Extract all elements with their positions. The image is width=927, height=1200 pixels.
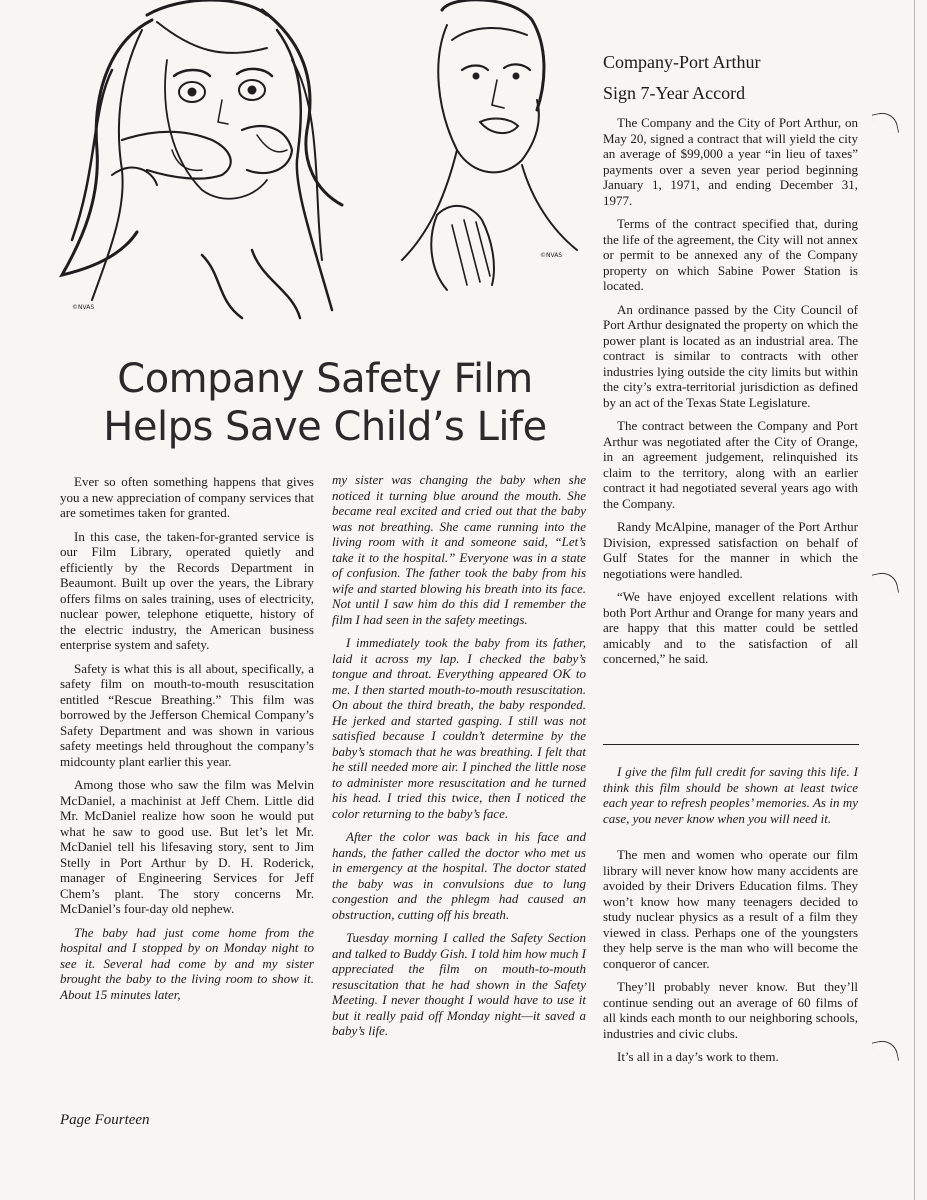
column-divider-rule xyxy=(603,744,859,745)
main-headline xyxy=(60,355,590,451)
headline-line-1: Company Safety Film xyxy=(117,356,533,402)
paragraph: The men and women who operate our film library will never know how many accidents are avoided by their Drivers Education films. They won’t know how many teenagers decided to study nuclear physics as a result of a film they viewed in class. Perhaps one of the youngsters they help serve is the man who will become the conqueror of cancer. xyxy=(603,847,858,971)
accord-title-line-2: Sign 7-Year Accord xyxy=(603,83,746,103)
headline-line-2: Helps Save Child’s Life xyxy=(103,404,547,450)
quote-paragraph: After the color was back in his face and hands, the father called the doctor who met us in emergency at the hospital. The doctor stated the baby was in convulsions due to lung congestion and the phlegm had caused an obstruction, cutting off his breath. xyxy=(332,829,586,922)
article-column-2 xyxy=(332,472,586,1047)
paragraph: The Company and the City of Port Arthur, on May 20, signed a contract that will yield the city an average of $99,000 a year “in lieu of taxes” payments over a seven year period beginning January 1, 1971, and ending December 31, 1977. xyxy=(603,115,858,208)
quote-paragraph: The baby had just come home from the hospital and I stopped by on Monday night to see it. Several had come by and my sister brought the baby to the living room to show it. About 15 minutes later, xyxy=(60,924,314,1002)
quote-paragraph: I immediately took the baby from its father, laid it across my lap. I checked the baby’s tongue and throat. Everything appeared OK to me. I then started mouth-to-mouth resuscitation. On about the third breath, the baby responded. He jerked and started gasping. I still was not satisfied because I couldn’t determine by the baby’s stomach that he was breathing. I felt that he still needed more air. I pinched the little nose to administer more resuscitation and he turned his head. I tried this twice, then I noticed the color returning to the baby’s face. xyxy=(332,635,586,821)
paragraph: An ordinance passed by the City Council of Port Arthur designated the property on which the power plant is located as an industrial area. The contract is similar to contracts with other industries lying outside the city limits but within the city’s extra-territorial jurisdiction as defined by an act of the Texas State Legislature. xyxy=(603,301,858,410)
punch-hole-mark xyxy=(872,570,899,597)
article-column-3-quote xyxy=(603,764,858,834)
paragraph: Randy McAlpine, manager of the Port Arthur Division, expressed satisfaction on behalf of Gulf States for the manner in which the negotiations were handled. xyxy=(603,519,858,581)
punch-hole-mark xyxy=(872,1038,899,1065)
paragraph: It’s all in a day’s work to them. xyxy=(617,1049,779,1064)
illustration-frightened-faces xyxy=(52,0,582,330)
article-column-1 xyxy=(60,474,314,1010)
paragraph: They’ll probably never know. But they’ll continue sending out an average of 60 films of all kinds each month to our neighboring schools, industries and civic clubs. xyxy=(603,979,858,1041)
quote-paragraph: Tuesday morning I called the Safety Section and talked to Buddy Gish. I told him how much I appreciated the film on mouth-to-mouth resuscitation that he had shown in the Safety Meeting. I never thought I would have to use it but it really paid off Monday night—it saved a baby’s life. xyxy=(332,930,586,1038)
artist-signature-left: ©NVAS xyxy=(72,304,95,311)
quote-paragraph: my sister was changing the baby when she noticed it turning blue around the mouth. She became real excited and cried out that the baby was not breathing. She came running into the living room with it and someone said, “Let’s take it to the hospital.” Everyone was in a state of confusion. The father took the baby from his wife and started blowing his breath into its face. Not until I saw him do this did I remember the film I had seen in the safety meetings. xyxy=(332,472,586,627)
artist-signature-right: ©NVAS xyxy=(540,252,563,259)
page-number: Page Fourteen xyxy=(60,1112,150,1128)
paragraph: Ever so often something happens that gives you a new appreciation of company services that are sometimes taken for granted. xyxy=(60,474,314,520)
paragraph: The contract between the Company and Port Arthur was negotiated after the City of Orange, in an agreement judgement, relinquished its claim to the territory, along with an earlier contract it had negotiated several years ago with the Company. xyxy=(603,418,858,511)
paragraph: Safety is what this is all about, specifically, a safety film on mouth-to-mouth resuscitation entitled “Rescue Breathing.” This film was borrowed by the Jefferson Chemical Company’s Safety Department and was shown in various safety meetings held throughout the company’s midcounty plant earlier this year. xyxy=(60,660,314,769)
page-edge xyxy=(914,0,915,1200)
quote-paragraph: I give the film full credit for saving this life. I think this film should be shown at least twice each year to refresh peoples’ memories. As in my case, you never know when you will need it. xyxy=(603,764,858,826)
accord-title-line-1: Company-Port Arthur xyxy=(603,52,761,72)
article-column-3-accord xyxy=(603,47,858,675)
punch-hole-mark xyxy=(872,110,899,137)
paragraph: “We have enjoyed excellent relations with both Port Arthur and Orange for many years and are happy that this matter could be settled amicably and to the satisfaction of all concerned,” he said. xyxy=(603,589,858,666)
paragraph: In this case, the taken-for-granted service is our Film Library, operated quietly and efficiently by the Records Department in Beaumont. Built up over the years, the Library offers films on sales training, uses of electricity, nuclear power, telephone etiquette, history of the electric industry, the American business enterprise system and safety. xyxy=(60,528,314,652)
paragraph: Among those who saw the film was Melvin McDaniel, a machinist at Jeff Chem. Little did Mr. McDaniel realize how soon he would put what he saw to good use. But let’s let Mr. McDaniel tell his lifesaving story, sent to Jim Stelly in Port Arthur by D. H. Roderick, manager of Engineering Services for Jeff Chem’s plant. The story concerns Mr. McDaniel’s four-day old nephew. xyxy=(60,777,314,916)
article-column-3-conclusion xyxy=(603,847,858,1073)
quote-block xyxy=(60,925,314,1003)
paragraph: Terms of the contract specified that, during the life of the agreement, the City will not annex or permit to be annexed any of the Company property on which Sabine Power Station is located. xyxy=(603,216,858,293)
accord-title xyxy=(603,47,858,109)
